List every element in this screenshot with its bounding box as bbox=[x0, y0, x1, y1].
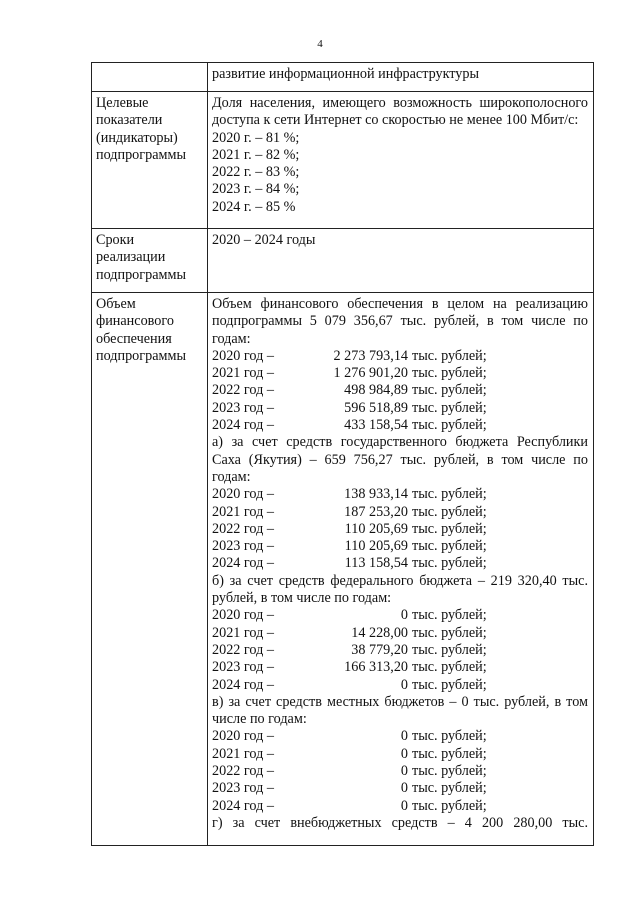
year-unit: тыс. рублей; bbox=[412, 347, 487, 364]
text-line: Доля населения, имеющего возможность широкополосного bbox=[212, 95, 588, 111]
year-row bbox=[212, 538, 588, 555]
year-row bbox=[212, 417, 588, 434]
year-row bbox=[212, 555, 588, 572]
label-line: показатели bbox=[96, 112, 163, 129]
subprogram-passport-table bbox=[91, 62, 594, 846]
year-value: 0 bbox=[400, 728, 408, 745]
table-row bbox=[92, 92, 594, 229]
table-row bbox=[92, 229, 594, 293]
state-budget-years-list bbox=[212, 486, 588, 572]
text-line: г) за счет внебюджетных средств – 4 200 280,00 тыс. bbox=[212, 814, 588, 831]
year-label: 2021 год – bbox=[212, 624, 274, 641]
text-line: а) за счет средств государственного бюджета Республики bbox=[212, 434, 588, 451]
text-line: рублей, в том числе по годам: bbox=[212, 590, 392, 607]
year-value: 0 bbox=[400, 797, 408, 814]
year-unit: тыс. рублей; bbox=[412, 382, 487, 399]
year-label: 2024 год – bbox=[212, 555, 274, 572]
year-label: 2023 год – bbox=[212, 659, 274, 676]
year-unit: тыс. рублей; bbox=[412, 399, 487, 416]
label-cell bbox=[92, 229, 208, 293]
year-value: 0 bbox=[400, 745, 408, 762]
label-line: Сроки bbox=[96, 232, 135, 249]
year-label: 2021 год – bbox=[212, 745, 274, 762]
year-label: 2024 год – bbox=[212, 417, 274, 434]
year-row bbox=[212, 763, 588, 780]
label-line: подпрограммы bbox=[96, 347, 186, 364]
year-row bbox=[212, 780, 588, 797]
text-line: подпрограммы 5 079 356,67 тыс. рублей, в том числе по bbox=[212, 313, 588, 330]
year-row bbox=[212, 607, 588, 624]
year-unit: тыс. рублей; bbox=[412, 503, 487, 520]
text-line: развитие информационной инфраструктуры bbox=[212, 66, 480, 82]
value-cell bbox=[208, 229, 594, 293]
year-label: 2020 год – bbox=[212, 347, 274, 364]
label-cell bbox=[92, 92, 208, 229]
year-value: 14 228,00 bbox=[351, 624, 408, 641]
year-label: 2022 год – bbox=[212, 520, 274, 537]
year-row bbox=[212, 365, 588, 382]
text-line: числе по годам: bbox=[212, 711, 307, 728]
year-value: 110 205,69 bbox=[344, 538, 408, 555]
text-line: Объем финансового обеспечения в целом на реализацию bbox=[212, 295, 588, 312]
year-unit: тыс. рублей; bbox=[412, 745, 487, 762]
value-cell bbox=[208, 92, 594, 229]
label-cell bbox=[92, 63, 208, 92]
year-unit: тыс. рублей; bbox=[412, 659, 487, 676]
year-unit: тыс. рублей; bbox=[412, 607, 487, 624]
label-line: Объем bbox=[96, 295, 136, 312]
year-unit: тыс. рублей; bbox=[412, 641, 487, 658]
year-value: 110 205,69 bbox=[344, 520, 408, 537]
text-line: 2023 г. – 84 %; bbox=[212, 181, 300, 198]
year-unit: тыс. рублей; bbox=[412, 797, 487, 814]
label-line: финансового bbox=[96, 313, 174, 330]
year-label: 2021 год – bbox=[212, 365, 274, 382]
year-unit: тыс. рублей; bbox=[412, 728, 487, 745]
year-value: 498 984,89 bbox=[344, 382, 408, 399]
year-label: 2022 год – bbox=[212, 762, 274, 779]
year-row bbox=[212, 677, 588, 694]
year-value: 38 779,20 bbox=[351, 641, 408, 658]
year-value: 0 bbox=[400, 780, 408, 797]
label-line: подпрограммы bbox=[96, 266, 186, 283]
year-label: 2023 год – bbox=[212, 780, 274, 797]
year-label: 2024 год – bbox=[212, 676, 274, 693]
text-line: Саха (Якутия) – 659 756,27 тыс. рублей, в том числе по bbox=[212, 451, 588, 468]
table-row bbox=[92, 292, 594, 845]
year-value: 596 518,89 bbox=[344, 399, 408, 416]
year-value: 138 933,14 bbox=[344, 486, 408, 503]
year-label: 2024 год – bbox=[212, 797, 274, 814]
label-line: Целевые bbox=[96, 95, 149, 111]
year-unit: тыс. рублей; bbox=[412, 762, 487, 779]
label-line: (индикаторы) bbox=[96, 129, 178, 146]
text-line: в) за счет средств местных бюджетов – 0 тыс. рублей, в том bbox=[212, 693, 588, 710]
year-value: 433 158,54 bbox=[344, 417, 408, 434]
year-label: 2022 год – bbox=[212, 641, 274, 658]
year-label: 2020 год – bbox=[212, 607, 274, 624]
year-value: 113 158,54 bbox=[344, 555, 408, 572]
year-row bbox=[212, 400, 588, 417]
year-label: 2020 год – bbox=[212, 728, 274, 745]
year-label: 2023 год – bbox=[212, 399, 274, 416]
year-label: 2023 год – bbox=[212, 538, 274, 555]
label-line: подпрограммы bbox=[96, 146, 186, 163]
label-line: реализации bbox=[96, 249, 166, 266]
year-value: 2 273 793,14 bbox=[333, 347, 408, 364]
text-line: годам: bbox=[212, 330, 251, 347]
year-label: 2022 год – bbox=[212, 382, 274, 399]
text-line: 2022 г. – 83 %; bbox=[212, 164, 300, 181]
year-unit: тыс. рублей; bbox=[412, 486, 487, 503]
year-row bbox=[212, 625, 588, 642]
value-cell bbox=[208, 63, 594, 92]
text-line: 2020 – 2024 годы bbox=[212, 232, 316, 249]
table-row bbox=[92, 63, 594, 92]
text-line: 2024 г. – 85 % bbox=[212, 198, 296, 215]
year-unit: тыс. рублей; bbox=[412, 538, 487, 555]
year-row bbox=[212, 382, 588, 399]
text-line: 2020 г. – 81 %; bbox=[212, 129, 300, 146]
year-unit: тыс. рублей; bbox=[412, 520, 487, 537]
year-unit: тыс. рублей; bbox=[412, 624, 487, 641]
text-line: годам: bbox=[212, 468, 251, 485]
label-line: обеспечения bbox=[96, 330, 172, 347]
year-unit: тыс. рублей; bbox=[412, 417, 487, 434]
local-budget-years-list bbox=[212, 728, 588, 814]
year-unit: тыс. рублей; bbox=[412, 780, 487, 797]
text-line: б) за счет средств федерального бюджета – 219 320,40 тыс. bbox=[212, 572, 588, 589]
year-row bbox=[212, 642, 588, 659]
page-number: 4 bbox=[317, 38, 323, 50]
year-row bbox=[212, 521, 588, 538]
label-cell bbox=[92, 292, 208, 845]
year-unit: тыс. рублей; bbox=[412, 676, 487, 693]
year-label: 2020 год – bbox=[212, 486, 274, 503]
text-line: 2021 г. – 82 %; bbox=[212, 146, 300, 163]
year-value: 0 bbox=[400, 762, 408, 779]
year-unit: тыс. рублей; bbox=[412, 555, 487, 572]
total-years-list bbox=[212, 348, 588, 434]
text-line: доступа к сети Интернет со скоростью не менее 100 Мбит/с: bbox=[212, 112, 579, 129]
value-cell bbox=[208, 292, 594, 845]
year-value: 0 bbox=[400, 607, 408, 624]
year-unit: тыс. рублей; bbox=[412, 365, 487, 382]
year-value: 166 313,20 bbox=[344, 659, 408, 676]
year-row bbox=[212, 659, 588, 676]
year-value: 1 276 901,20 bbox=[333, 365, 408, 382]
year-value: 0 bbox=[400, 676, 408, 693]
year-row bbox=[212, 728, 588, 745]
year-row bbox=[212, 348, 588, 365]
year-label: 2021 год – bbox=[212, 503, 274, 520]
year-row bbox=[212, 504, 588, 521]
year-value: 187 253,20 bbox=[344, 503, 408, 520]
year-row bbox=[212, 486, 588, 503]
federal-budget-years-list bbox=[212, 607, 588, 693]
year-row bbox=[212, 798, 588, 815]
year-row bbox=[212, 746, 588, 763]
